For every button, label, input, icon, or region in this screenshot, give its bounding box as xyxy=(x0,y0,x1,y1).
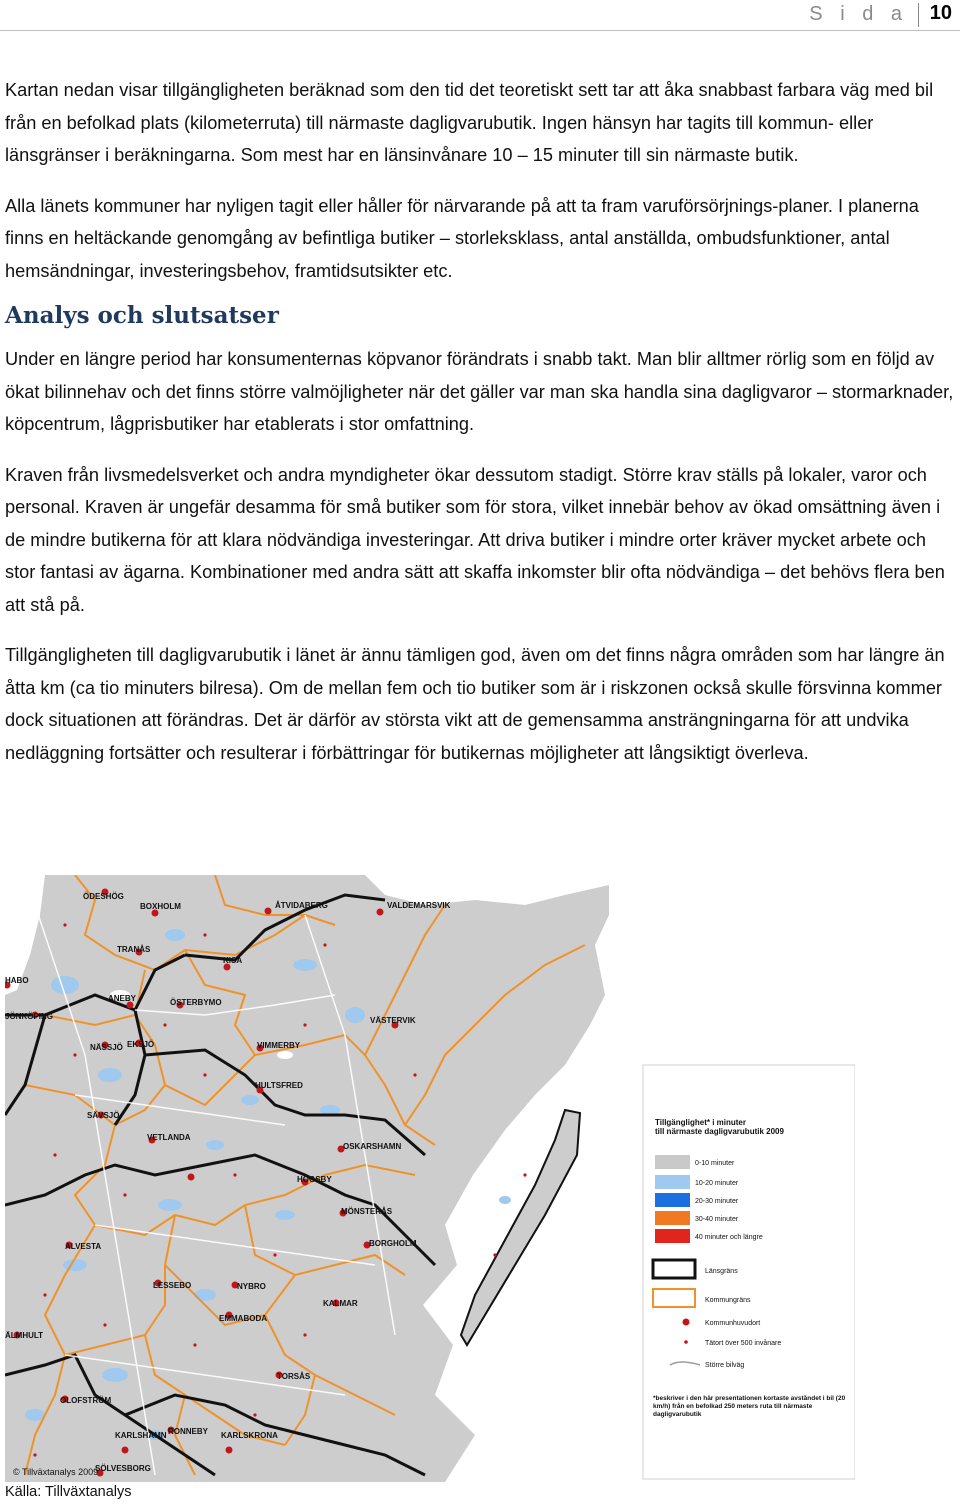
map-label-karlshamn: KARLSHAMN xyxy=(115,1431,167,1440)
legend-swatch-kommungrans xyxy=(653,1289,695,1307)
legend-label-20-30: 20-30 minuter xyxy=(695,1198,739,1205)
map-label-kalmar: KALMAR xyxy=(323,1299,358,1308)
map-label-almhult: ÄLMHULT xyxy=(5,1331,44,1340)
legend-label-tatort: Tätort över 500 invånare xyxy=(705,1340,782,1347)
legend-label-0-10: 0-10 minuter xyxy=(695,1160,735,1167)
map-label-vetlanda: VETLANDA xyxy=(147,1133,191,1142)
map-label-emmaboda: EMMABODA xyxy=(219,1314,267,1323)
map-label-nybro: NYBRO xyxy=(237,1282,266,1291)
legend-footnote: *beskriver i den här presentationen kortaste avståndet i bil (20 km/h) från en befolkad 250 meters ruta till närmaste dagligvarubutik xyxy=(653,1395,846,1418)
map-area xyxy=(5,875,609,1482)
map-label-karlskrona: KARLSKRONA xyxy=(221,1431,278,1440)
analysis-paragraph-2: Kraven från livsmedelsverket och andra myndigheter ökar dessutom stadigt. Större krav ställs på lokaler, varor och personal. Kraven är ungefär desamma för små butiker som för stora, vilket innebär behov av ökad omsättning även i de mindre butikerna för att klara nödvändiga investeringar. Att driva butiker i mindre orter kräver mycket arbete och stor fantasi av ägarna. Kombinationer med andra sätt att skaffa inkomster blir ofta nödvändiga – det behövs flera ben att stå på. xyxy=(5,464,945,615)
map-label-aneby: ANEBY xyxy=(108,994,137,1003)
analysis-paragraph-1: Under en längre period har konsumenternas köpvanor förändrats i snabb takt. Man blir alltmer rörlig som en följd av ökat bilinnehav och det finns större valmöjligheter när det gäller var man ska handla sina dagligvaror – stormarknader, köpcentrum, lågprisbutiker har etablerats i stor omfattning. xyxy=(5,349,954,434)
page-label: S i d a xyxy=(809,3,908,25)
legend-label-kommunhuvudort: Kommunhuvudort xyxy=(705,1320,761,1327)
map-label-savsjo: SÄVSJÖ xyxy=(87,1111,120,1120)
map-copyright: © Tillväxtanalys 2009 xyxy=(13,1467,99,1477)
map-label-borgholm: BORGHOLM xyxy=(369,1239,417,1248)
map-label-osterbymo: ÖSTERBYMO xyxy=(170,998,222,1007)
map-label-torsas: TORSÅS xyxy=(277,1372,311,1381)
map-label-olofstrom: OLOFSTRÖM xyxy=(60,1396,112,1405)
section-heading: Analys och slutsatser xyxy=(5,302,279,329)
map-label-monsteras: MÖNSTERÅS xyxy=(341,1207,393,1216)
map-caption: Källa: Tillväxtanalys xyxy=(5,1484,132,1500)
map-label-eksjo: EKSJÖ xyxy=(127,1040,155,1049)
legend-swatch-0-10 xyxy=(655,1155,690,1169)
map-label-kisa: KISA xyxy=(223,956,243,965)
legend-label-kommungrans: Kommungräns xyxy=(705,1297,751,1304)
map-label-boxholm: BOXHOLM xyxy=(140,902,181,911)
map-label-vastervik: VÄSTERVIK xyxy=(370,1016,416,1025)
accessibility-map xyxy=(5,875,855,1482)
map-label-atvidaberg: ÅTVIDABERG xyxy=(275,901,328,910)
map-label-hultsfred: HULTSFRED xyxy=(255,1081,303,1090)
legend-symbol-kommunhuvudort xyxy=(683,1319,690,1326)
map-label-odeshog: ÖDESHÖG xyxy=(83,892,124,901)
map-label-habo: HABO xyxy=(5,976,29,985)
legend-title-1: Tillgänglighet* i minuter xyxy=(655,1118,746,1127)
legend-swatch-10-20 xyxy=(655,1175,690,1189)
map-label-oskarshamn: OSKARSHAMN xyxy=(343,1142,402,1151)
map-label-ronneby: RONNEBY xyxy=(168,1427,209,1436)
map-label-jonkoping: JÖNKÖPING xyxy=(5,1012,54,1021)
map-label-valdemarsvik: VALDEMARSVIK xyxy=(387,901,451,910)
legend-title-2: till närmaste dagligvarubutik 2009 xyxy=(655,1127,784,1136)
intro-paragraph: Kartan nedan visar tillgängligheten beräknad som den tid det teoretiskt sett tar att åka snabbast farbara väg med bil från en befolkad plats (kilometerruta) till närmaste dagligvarubutik. Ingen hänsyn har tagits till kommun- eller länsgränser i beräkningarna. Som mest har en länsinvånare 10 – 15 minuter till sin närmaste butik. xyxy=(5,80,934,165)
map-label-tranas: TRANÅS xyxy=(117,945,151,954)
legend-symbol-tatort xyxy=(684,1340,688,1344)
map-label-vimmerby: VIMMERBY xyxy=(257,1041,301,1050)
legend-swatch-30-40 xyxy=(655,1211,690,1225)
page-header xyxy=(0,0,960,32)
planning-paragraph: Alla länets kommuner har nyligen tagit eller håller för närvarande på att ta fram varuförsörjnings-planer. I planerna finns en heltäckande genomgång av befintliga butiker – storleksklass, antal anställda, ombudsfunktioner, antal hemsändningar, investeringsbehov, framtidsutsikter etc. xyxy=(5,195,919,281)
legend-swatch-lansgrans xyxy=(653,1260,695,1278)
legend-label-40-plus: 40 minuter och längre xyxy=(695,1234,763,1241)
legend-swatch-40-plus xyxy=(655,1229,690,1243)
legend-label-30-40: 30-40 minuter xyxy=(695,1216,739,1223)
map-label-solvesborg: SÖLVESBORG xyxy=(95,1464,151,1473)
map-label-nassjo: NÄSSJÖ xyxy=(90,1043,123,1052)
map-label-lessebo: LESSEBO xyxy=(153,1281,192,1290)
analysis-paragraph-3: Tillgängligheten till dagligvarubutik i länet är ännu tämligen god, även om det finns några områden som har längre än åtta km (ca tio minuters bilresa). Om de mellan fem och tio butiker som är i riskzonen också skulle försvinna kommer dock situationen att förändras. Det är därför av största vikt att de gemensamma ansträngningarna för att undvika nedläggning fortsätter och resulterar i förbättringar för butikernas möjligheter att långsiktigt överleva. xyxy=(5,645,945,763)
header-rule xyxy=(0,30,960,31)
page-number: 10 xyxy=(929,2,952,24)
legend-swatch-20-30 xyxy=(655,1193,690,1207)
map-label-hogsby: HÖGSBY xyxy=(297,1175,332,1184)
legend-label-10-20: 10-20 minuter xyxy=(695,1180,739,1187)
map-label-alvesta: ALVESTA xyxy=(65,1242,102,1251)
header-separator xyxy=(918,3,919,27)
page-body xyxy=(5,74,955,769)
legend-label-bilvag: Större bilväg xyxy=(705,1362,745,1369)
map-legend xyxy=(609,875,855,1482)
legend-label-lansgrans: Länsgräns xyxy=(705,1268,738,1275)
